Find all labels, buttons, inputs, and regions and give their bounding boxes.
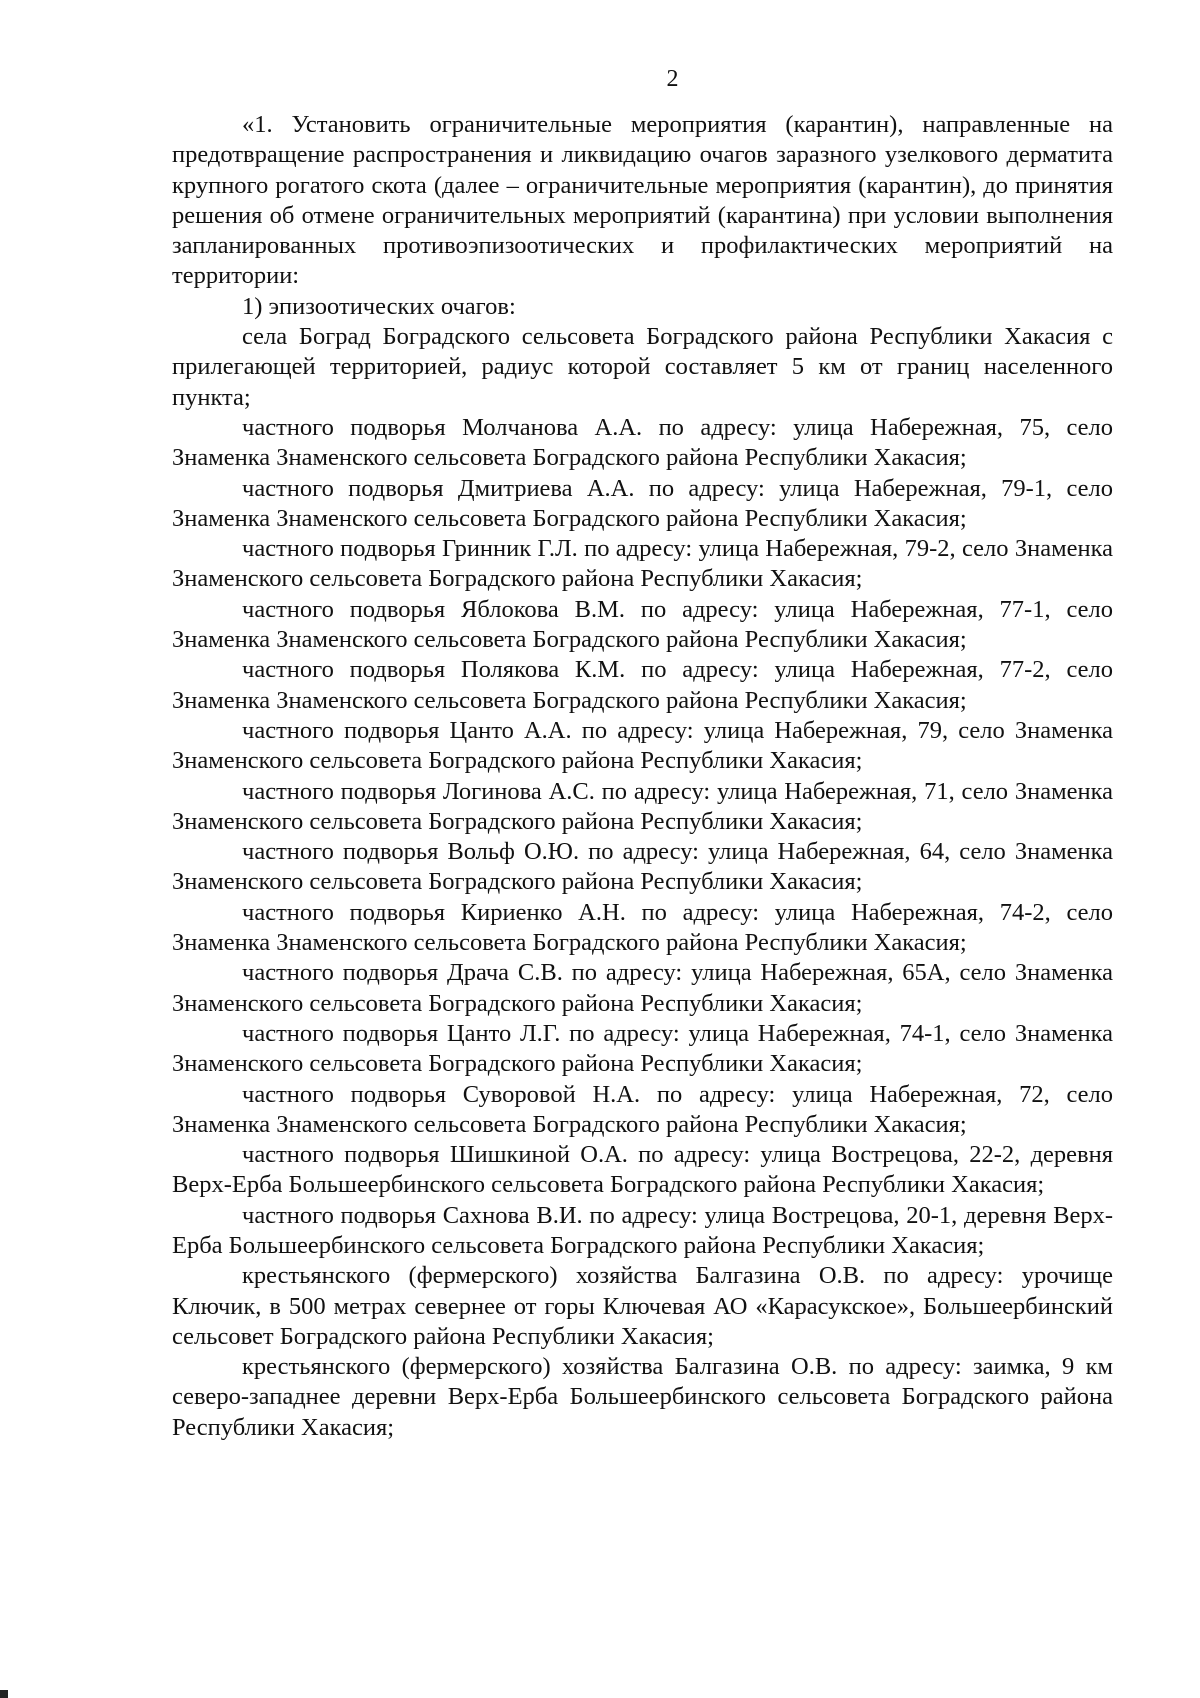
list-item: частного подворья Суворовой Н.А. по адресу: улица Набережная, 72, село Знаменка Знаменского сельсовета Боградского района Республики Хакасия; bbox=[172, 1080, 1113, 1138]
list-item: частного подворья Дмитриева А.А. по адресу: улица Набережная, 79-1, село Знаменка Знаменского сельсовета Боградского района Республики Хакасия; bbox=[172, 474, 1113, 532]
list-item: частного подворья Шишкиной О.А. по адресу: улица Вострецова, 22-2, деревня Верх-Ерба Большеербинского сельсовета Боградского района Республики Хакасия; bbox=[172, 1141, 1113, 1199]
list-item: частного подворья Полякова К.М. по адресу: улица Набережная, 77-2, село Знаменка Знаменского сельсовета Боградского района Республики Хакасия; bbox=[172, 656, 1113, 714]
document-body bbox=[172, 110, 1113, 1443]
list-item: частного подворья Сахнова В.И. по адресу: улица Вострецова, 20-1, деревня Верх-Ерба Большеербинского сельсовета Боградского района Республики Хакасия; bbox=[172, 1201, 1113, 1259]
list-item: частного подворья Молчанова А.А. по адресу: улица Набережная, 75, село Знаменка Знаменского сельсовета Боградского района Республики Хакасия; bbox=[172, 413, 1113, 472]
list-item: частного подворья Гринник Г.Л. по адресу: улица Набережная, 79-2, село Знаменка Знаменского сельсовета Боградского района Республики Хакасия; bbox=[172, 535, 1113, 593]
list-item: частного подворья Кириенко А.Н. по адресу: улица Набережная, 74-2, село Знаменка Знаменского сельсовета Боградского района Республики Хакасия; bbox=[172, 898, 1113, 957]
list-item: частного подворья Цанто А.А. по адресу: улица Набережная, 79, село Знаменка Знаменского сельсовета Боградского района Республики Хакасия; bbox=[172, 716, 1113, 775]
list-item: села Боград Боградского сельсовета Боградского района Республики Хакасия с прилегающей территорией, радиус которой составляет 5 км от границ населенного пункта; bbox=[172, 323, 1113, 411]
list-item: частного подворья Цанто Л.Г. по адресу: улица Набережная, 74-1, село Знаменка Знаменского сельсовета Боградского района Республики Хакасия; bbox=[172, 1019, 1113, 1078]
page-number: 2 bbox=[666, 66, 679, 92]
intro-paragraph: «1. Установить ограничительные мероприятия (карантин), направленные на предотвращение распространения и ликвидацию очагов заразного узелкового дерматита крупного рогатого скота (далее – ограничительные мероприятия (карантин), до принятия решения об отмене ограничительных мероприятий (карантина) при условии выполнения запланированных противоэпизоотических и профилактических мероприятий на территории: bbox=[172, 111, 1113, 290]
list-item: крестьянского (фермерского) хозяйства Балгазина О.В. по адресу: урочище Ключик, в 500 метрах севернее от горы Ключевая АО «Карасукское», Большеербинский сельсовет Боградского района Республики Хакасия; bbox=[172, 1262, 1113, 1350]
list-item: крестьянского (фермерского) хозяйства Балгазина О.В. по адресу: заимка, 9 км северо-западнее деревни Верх-Ерба Большеербинского сельсовета Боградского района Республики Хакасия; bbox=[172, 1353, 1113, 1441]
list-item: частного подворья Логинова А.С. по адресу: улица Набережная, 71, село Знаменка Знаменского сельсовета Боградского района Республики Хакасия; bbox=[172, 777, 1113, 835]
list-item: частного подворья Драча С.В. по адресу: улица Набережная, 65А, село Знаменка Знаменского сельсовета Боградского района Республики Хакасия; bbox=[172, 959, 1113, 1017]
list-item: частного подворья Вольф О.Ю. по адресу: улица Набережная, 64, село Знаменка Знаменского сельсовета Боградского района Республики Хакасия; bbox=[172, 838, 1113, 896]
scan-corner-mark bbox=[0, 1690, 8, 1698]
section-heading: 1) эпизоотических очагов: bbox=[242, 292, 516, 320]
list-item: частного подворья Яблокова В.М. по адресу: улица Набережная, 77-1, село Знаменка Знаменского сельсовета Боградского района Республики Хакасия; bbox=[172, 595, 1113, 654]
